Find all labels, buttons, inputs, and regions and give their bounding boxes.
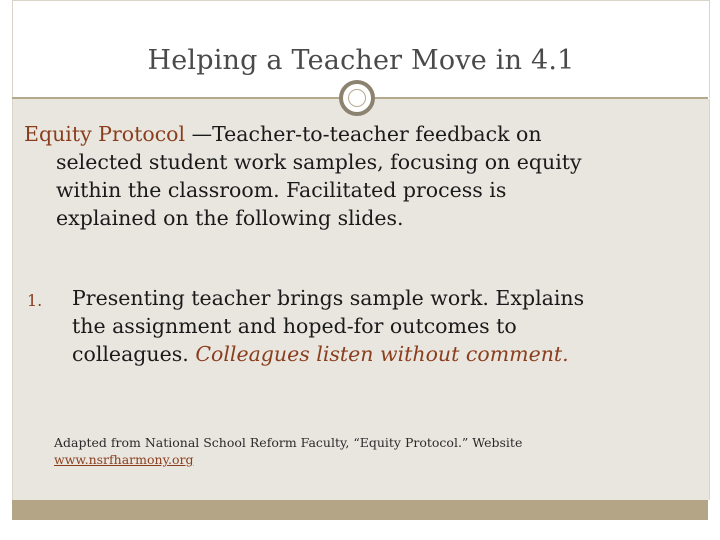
intro-line2: selected student work samples, focusing on equity [56, 150, 582, 174]
list-item-line3-plain: colleagues. [72, 342, 196, 366]
intro-line4: explained on the following slides. [56, 206, 404, 230]
intro-line3: within the classroom. Facilitated process is [56, 178, 507, 202]
intro-paragraph [24, 120, 684, 232]
list-item-line3 [72, 340, 692, 368]
list-item-line1: Presenting teacher brings sample work. Explains [72, 286, 585, 310]
list-item [72, 284, 692, 368]
intro-line1: —Teacher-to-teacher feedback on [185, 122, 542, 146]
slide-title: Helping a Teacher Move in 4.1 [147, 45, 575, 76]
ring-ornament-icon [339, 80, 375, 116]
list-item-emphasis: Colleagues listen without comment. [195, 342, 569, 366]
list-item-line2: the assignment and hoped-for outcomes to [72, 314, 517, 338]
intro-lead: Equity Protocol [24, 122, 186, 146]
ring-inner [348, 89, 366, 107]
source-link[interactable]: www.nsrfharmony.org [54, 452, 194, 467]
source-citation [54, 434, 654, 468]
list-marker: 1. [27, 291, 43, 310]
source-text: Adapted from National School Reform Faculty, “Equity Protocol.” Website [54, 435, 523, 450]
footer-bar [12, 500, 708, 520]
